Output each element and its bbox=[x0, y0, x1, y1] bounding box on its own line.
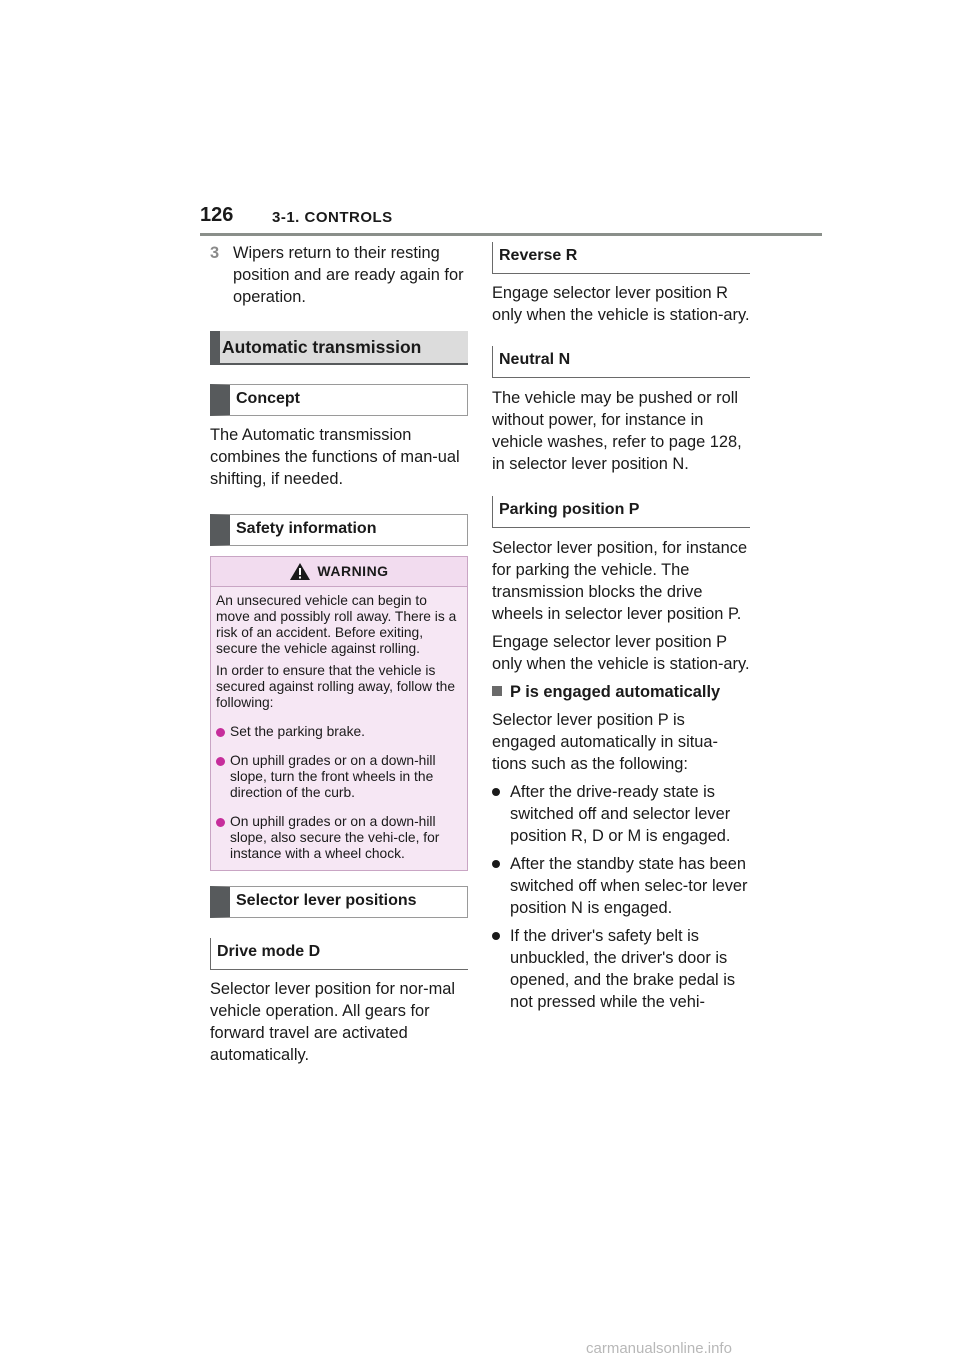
step-item bbox=[210, 242, 468, 308]
square-bullet-icon bbox=[492, 686, 502, 696]
list-item-text: After the drive-ready state is switched off and selector lever position R, D or M is engaged. bbox=[510, 783, 731, 845]
list-item bbox=[492, 781, 750, 847]
list-item-text: If the driver's safety belt is unbuckled, the driver's door is opened, and the brake pedal is not pressed while the vehi- bbox=[510, 927, 736, 1011]
heading-safety-information: Safety information bbox=[210, 514, 468, 546]
page-header bbox=[200, 204, 822, 236]
list-item bbox=[492, 853, 750, 919]
reverse-text: Engage selector lever position R only when the vehicle is station-ary. bbox=[492, 284, 750, 324]
warning-title: WARNING bbox=[317, 563, 389, 579]
concept-text: The Automatic transmission combines the functions of man-ual shifting, if needed. bbox=[210, 426, 460, 488]
heading-neutral: Neutral N bbox=[492, 346, 750, 378]
bullet-dot-icon bbox=[216, 728, 225, 737]
warning-bullet bbox=[216, 814, 461, 862]
warning-header bbox=[211, 557, 467, 587]
drive-text: Selector lever position for nor-mal vehicle operation. All gears for forward travel are activated automatically. bbox=[210, 980, 456, 1064]
step-text: Wipers return to their resting position and are ready again for operation. bbox=[233, 244, 464, 306]
step-number: 3 bbox=[210, 244, 220, 262]
right-column bbox=[492, 242, 750, 1013]
warning-triangle-icon bbox=[289, 562, 311, 581]
warning-body bbox=[211, 587, 467, 870]
warning-bullet bbox=[216, 724, 461, 740]
warning-bullet-text: On uphill grades or on a down-hill slope, also secure the vehi-cle, for instance with a wheel chock. bbox=[230, 814, 440, 861]
warning-bullet-text: On uphill grades or on a down-hill slope, turn the front wheels in the direction of the curb. bbox=[230, 753, 436, 800]
left-column bbox=[210, 242, 468, 1066]
parking-text: Engage selector lever position P only when the vehicle is station-ary. bbox=[492, 633, 750, 673]
parking-text: Selector lever position, for instance for parking the vehicle. The transmission blocks the drive wheels in selector lever position P. bbox=[492, 539, 748, 623]
warning-box bbox=[210, 556, 468, 871]
heading-parking: Parking position P bbox=[492, 496, 750, 528]
bullet-dot-icon bbox=[216, 818, 225, 827]
bullet-dot-icon bbox=[492, 788, 500, 796]
subheading-text: P is engaged automatically bbox=[510, 683, 721, 701]
heading-automatic-transmission: Automatic transmission bbox=[210, 331, 468, 365]
neutral-text: The vehicle may be pushed or roll without power, for instance in vehicle washes, refer to page 128, in selector lever position N. bbox=[492, 389, 742, 473]
heading-p-engaged-automatically bbox=[492, 681, 750, 703]
page-number: 126 bbox=[200, 204, 234, 226]
heading-selector-lever-positions: Selector lever positions bbox=[210, 886, 468, 918]
heading-reverse: Reverse R bbox=[492, 242, 750, 274]
header-rule bbox=[200, 233, 822, 236]
heading-drive-mode: Drive mode D bbox=[210, 938, 468, 970]
warning-paragraph: In order to ensure that the vehicle is secured against rolling away, follow the following: bbox=[216, 663, 456, 710]
warning-bullet bbox=[216, 753, 461, 801]
warning-bullet-text: Set the parking brake. bbox=[230, 724, 365, 739]
bullet-dot-icon bbox=[492, 932, 500, 940]
bullet-dot-icon bbox=[216, 757, 225, 766]
section-title: 3-1. CONTROLS bbox=[272, 209, 393, 226]
watermark: carmanualsonline.info bbox=[586, 1340, 732, 1357]
list-item bbox=[492, 925, 750, 1013]
bullet-dot-icon bbox=[492, 860, 500, 868]
heading-concept: Concept bbox=[210, 384, 468, 416]
list-item-text: After the standby state has been switched off when selec-tor lever position N is engaged. bbox=[510, 855, 748, 917]
auto-p-text: Selector lever position P is engaged automatically in situa-tions such as the following: bbox=[492, 711, 718, 773]
warning-paragraph: An unsecured vehicle can begin to move and possibly roll away. There is a risk of an accident. Before exiting, secure the vehicle against rolling. bbox=[216, 593, 457, 656]
